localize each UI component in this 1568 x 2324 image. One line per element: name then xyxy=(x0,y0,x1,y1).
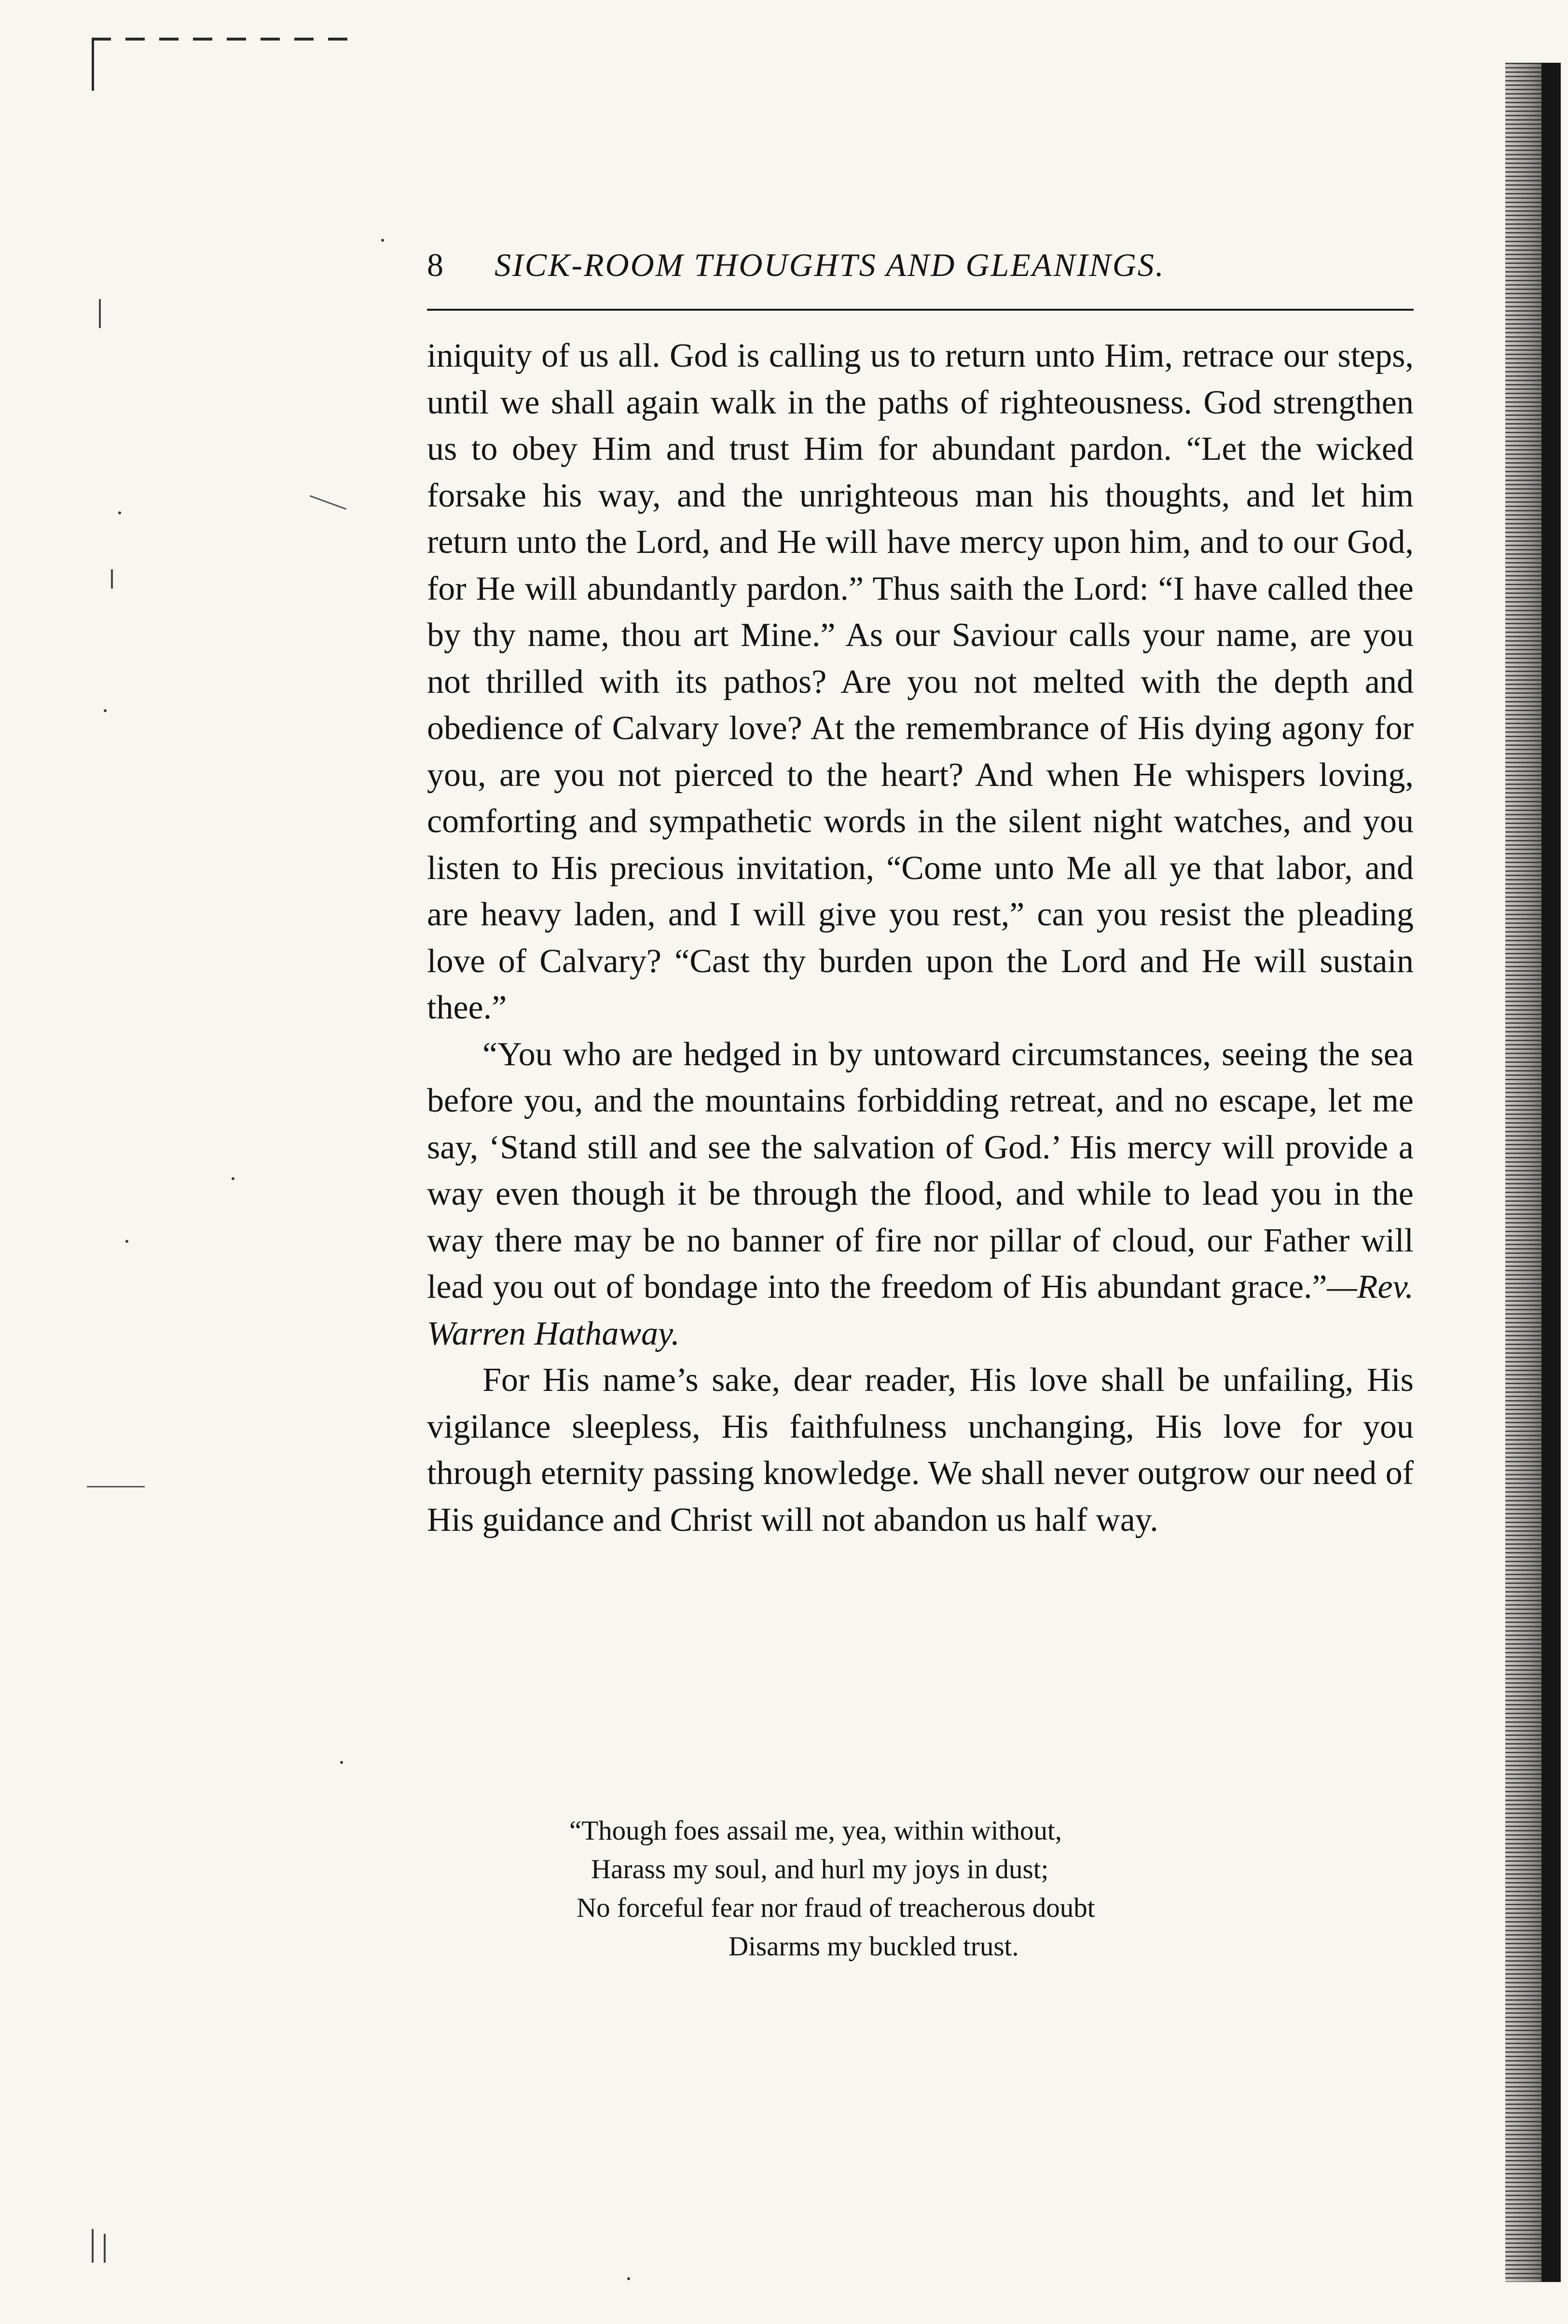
scan-speck xyxy=(627,2277,630,2280)
scan-tick xyxy=(99,299,101,328)
paragraph: For His name’s sake, dear reader, His love shall be unfailing, His vigilance sleepless, His faithfulness unchanging, His love for you through eternity passing knowledge. We shall never outgrow our need of His guidance and Christ will not abandon us half way. xyxy=(427,1361,1414,1539)
verse-line: No forceful fear nor fraud of treacherous doubt xyxy=(577,1893,1095,1923)
attribution: —Rev. Warren Hathaway. xyxy=(427,1268,1414,1352)
page-number: 8 xyxy=(427,247,443,283)
verse-line: Harass my soul, and hurl my joys in dust; xyxy=(591,1854,1049,1884)
page-header xyxy=(427,246,1411,289)
scan-speck xyxy=(381,239,384,242)
scan-corner-mark-top xyxy=(92,38,362,41)
scan-speck xyxy=(125,1240,128,1243)
scan-corner-mark-left xyxy=(92,38,94,91)
scan-tick xyxy=(111,569,113,589)
scan-dash xyxy=(87,1486,145,1487)
scan-tick xyxy=(104,2234,106,2263)
header-rule xyxy=(427,309,1414,311)
quoted-paragraph xyxy=(427,1031,1414,1358)
scan-speck xyxy=(340,1761,343,1764)
paragraph-text: “You who are hedged in by untoward circumstances, seeing the sea before you, and the mountains forbidding retreat, and no escape, let me say, ‘Stand still and see the salvation of God.’ His mercy will provide a way even though it be through the flood, and while to lead you in the way there may be no banner of fire nor pillar of cloud, our Father will lead you out of bondage into the freedom of His abundant grace.” xyxy=(427,1035,1414,1306)
body-text xyxy=(427,333,1414,1543)
scan-speck xyxy=(118,511,121,514)
verse-block xyxy=(555,1812,1293,1966)
scan-dash xyxy=(310,495,346,509)
running-head: SICK-ROOM THOUGHTS AND GLEANINGS. xyxy=(495,247,1165,283)
scan-speck xyxy=(104,709,107,712)
scan-speck xyxy=(232,1177,234,1180)
paragraph: iniquity of us all. God is calling us to return unto Him, retrace our steps, until we shall again walk in the paths of righteousness. God strengthen us to obey Him and trust Him for abundant pardon. “Let the wicked forsake his way, and the unrighteous man his thoughts, and let him return unto the Lord, and He will have mercy upon him, and to our God, for He will abundantly pardon.” Thus saith the Lord: “I have called thee by thy name, thou art Mine.” As our Saviour calls your name, are you not thrilled with its pathos? Are you not melted with the depth and obedience of Calvary love? At the remembrance of His dying agony for you, are you not pierced to the heart? And when He whispers loving, comforting and sympathetic words in the silent night watches, and you listen to His precious invitation, “Come unto Me all ye that labor, and are heavy laden, and I will give you rest,” can you resist the pleading love of Calvary? “Cast thy burden upon the Lord and He will sustain thee.” xyxy=(427,337,1414,1026)
scan-edge-dark-strip xyxy=(1541,63,1561,2282)
verse-line: Disarms my buckled trust. xyxy=(729,1931,1019,1962)
scan-tick xyxy=(92,2229,94,2263)
verse-line: “Though foes assail me, yea, within without, xyxy=(569,1815,1062,1846)
